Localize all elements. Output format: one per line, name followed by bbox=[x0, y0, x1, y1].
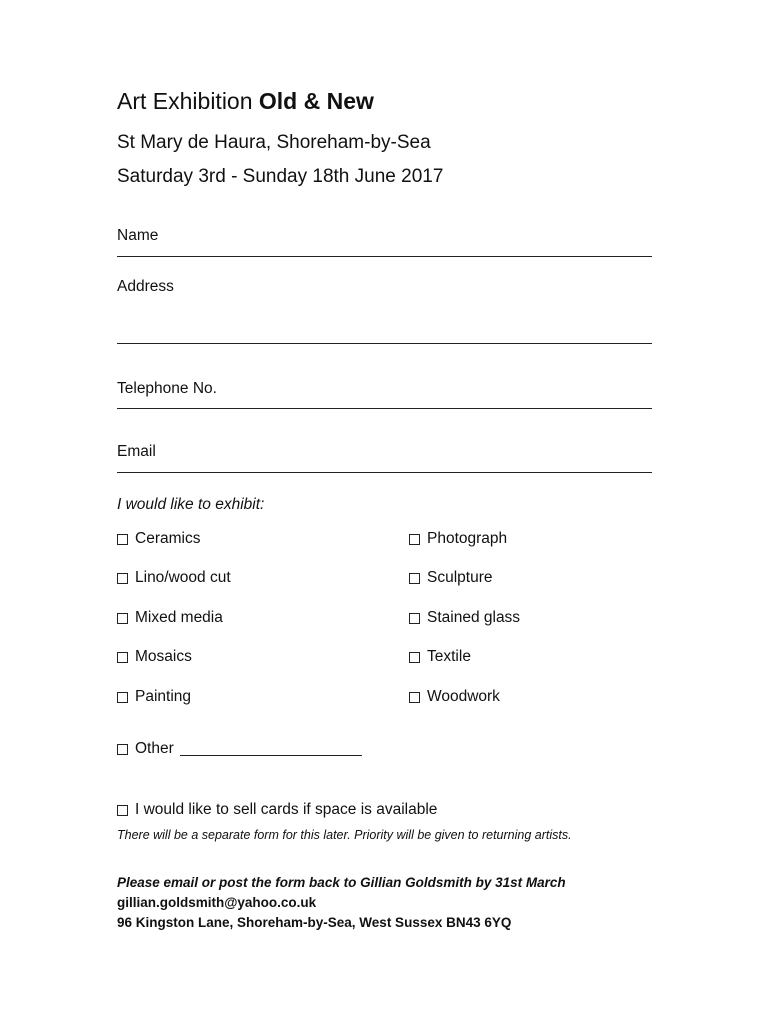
option-mosaics[interactable] bbox=[117, 648, 192, 666]
footer-email: gillian.goldsmith@yahoo.co.uk bbox=[117, 895, 317, 910]
checkbox-icon[interactable] bbox=[117, 805, 128, 816]
option-label: Mixed media bbox=[135, 609, 223, 626]
option-painting[interactable] bbox=[117, 688, 191, 706]
checkbox-icon[interactable] bbox=[117, 744, 128, 755]
title-plain: Art Exhibition bbox=[117, 88, 259, 114]
option-lino-wood-cut[interactable] bbox=[117, 569, 231, 587]
telephone-label: Telephone No. bbox=[117, 380, 217, 397]
option-textile[interactable] bbox=[409, 648, 471, 666]
option-label: Ceramics bbox=[135, 530, 201, 547]
checkbox-icon[interactable] bbox=[117, 534, 128, 545]
venue: St Mary de Haura, Shoreham-by-Sea bbox=[117, 132, 431, 153]
telephone-line[interactable] bbox=[117, 408, 652, 409]
address-line[interactable] bbox=[117, 343, 652, 344]
option-label: Photograph bbox=[427, 530, 508, 547]
exhibit-intro: I would like to exhibit: bbox=[117, 496, 265, 513]
form-title bbox=[117, 88, 374, 115]
footer-address: 96 Kingston Lane, Shoreham-by-Sea, West Sussex BN43 6YQ bbox=[117, 915, 512, 930]
option-label: Mosaics bbox=[135, 648, 192, 665]
address-label: Address bbox=[117, 278, 174, 295]
option-stained-glass[interactable] bbox=[409, 609, 520, 627]
checkbox-icon[interactable] bbox=[117, 573, 128, 584]
option-label: Sculpture bbox=[427, 569, 493, 586]
email-label: Email bbox=[117, 443, 156, 460]
option-photograph[interactable] bbox=[409, 530, 507, 548]
option-label: Lino/wood cut bbox=[135, 569, 231, 586]
option-label: Painting bbox=[135, 688, 192, 705]
other-blank-line[interactable] bbox=[180, 743, 362, 756]
checkbox-icon[interactable] bbox=[117, 613, 128, 624]
option-other[interactable] bbox=[117, 740, 362, 758]
checkbox-icon[interactable] bbox=[409, 534, 420, 545]
option-label: Stained glass bbox=[427, 609, 521, 626]
checkbox-icon[interactable] bbox=[409, 613, 420, 624]
option-sell-cards[interactable] bbox=[117, 801, 437, 819]
option-label: Textile bbox=[427, 648, 471, 665]
footer-instruction: Please email or post the form back to Gillian Goldsmith by 31st March bbox=[117, 875, 566, 890]
name-label: Name bbox=[117, 227, 159, 244]
email-line[interactable] bbox=[117, 472, 652, 473]
checkbox-icon[interactable] bbox=[409, 573, 420, 584]
checkbox-icon[interactable] bbox=[117, 652, 128, 663]
title-bold: Old & New bbox=[258, 88, 374, 114]
checkbox-icon[interactable] bbox=[409, 652, 420, 663]
option-label: Woodwork bbox=[427, 688, 500, 705]
option-mixed-media[interactable] bbox=[117, 609, 223, 627]
option-sculpture[interactable] bbox=[409, 569, 492, 587]
checkbox-icon[interactable] bbox=[117, 692, 128, 703]
option-label: I would like to sell cards if space is available bbox=[135, 801, 438, 818]
name-line[interactable] bbox=[117, 256, 652, 257]
dates: Saturday 3rd - Sunday 18th June 2017 bbox=[117, 166, 444, 187]
option-label: Other bbox=[135, 740, 174, 757]
option-woodwork[interactable] bbox=[409, 688, 500, 706]
cards-note: There will be a separate form for this later. Priority will be given to returning artists. bbox=[117, 828, 572, 842]
checkbox-icon[interactable] bbox=[409, 692, 420, 703]
option-ceramics[interactable] bbox=[117, 530, 200, 548]
